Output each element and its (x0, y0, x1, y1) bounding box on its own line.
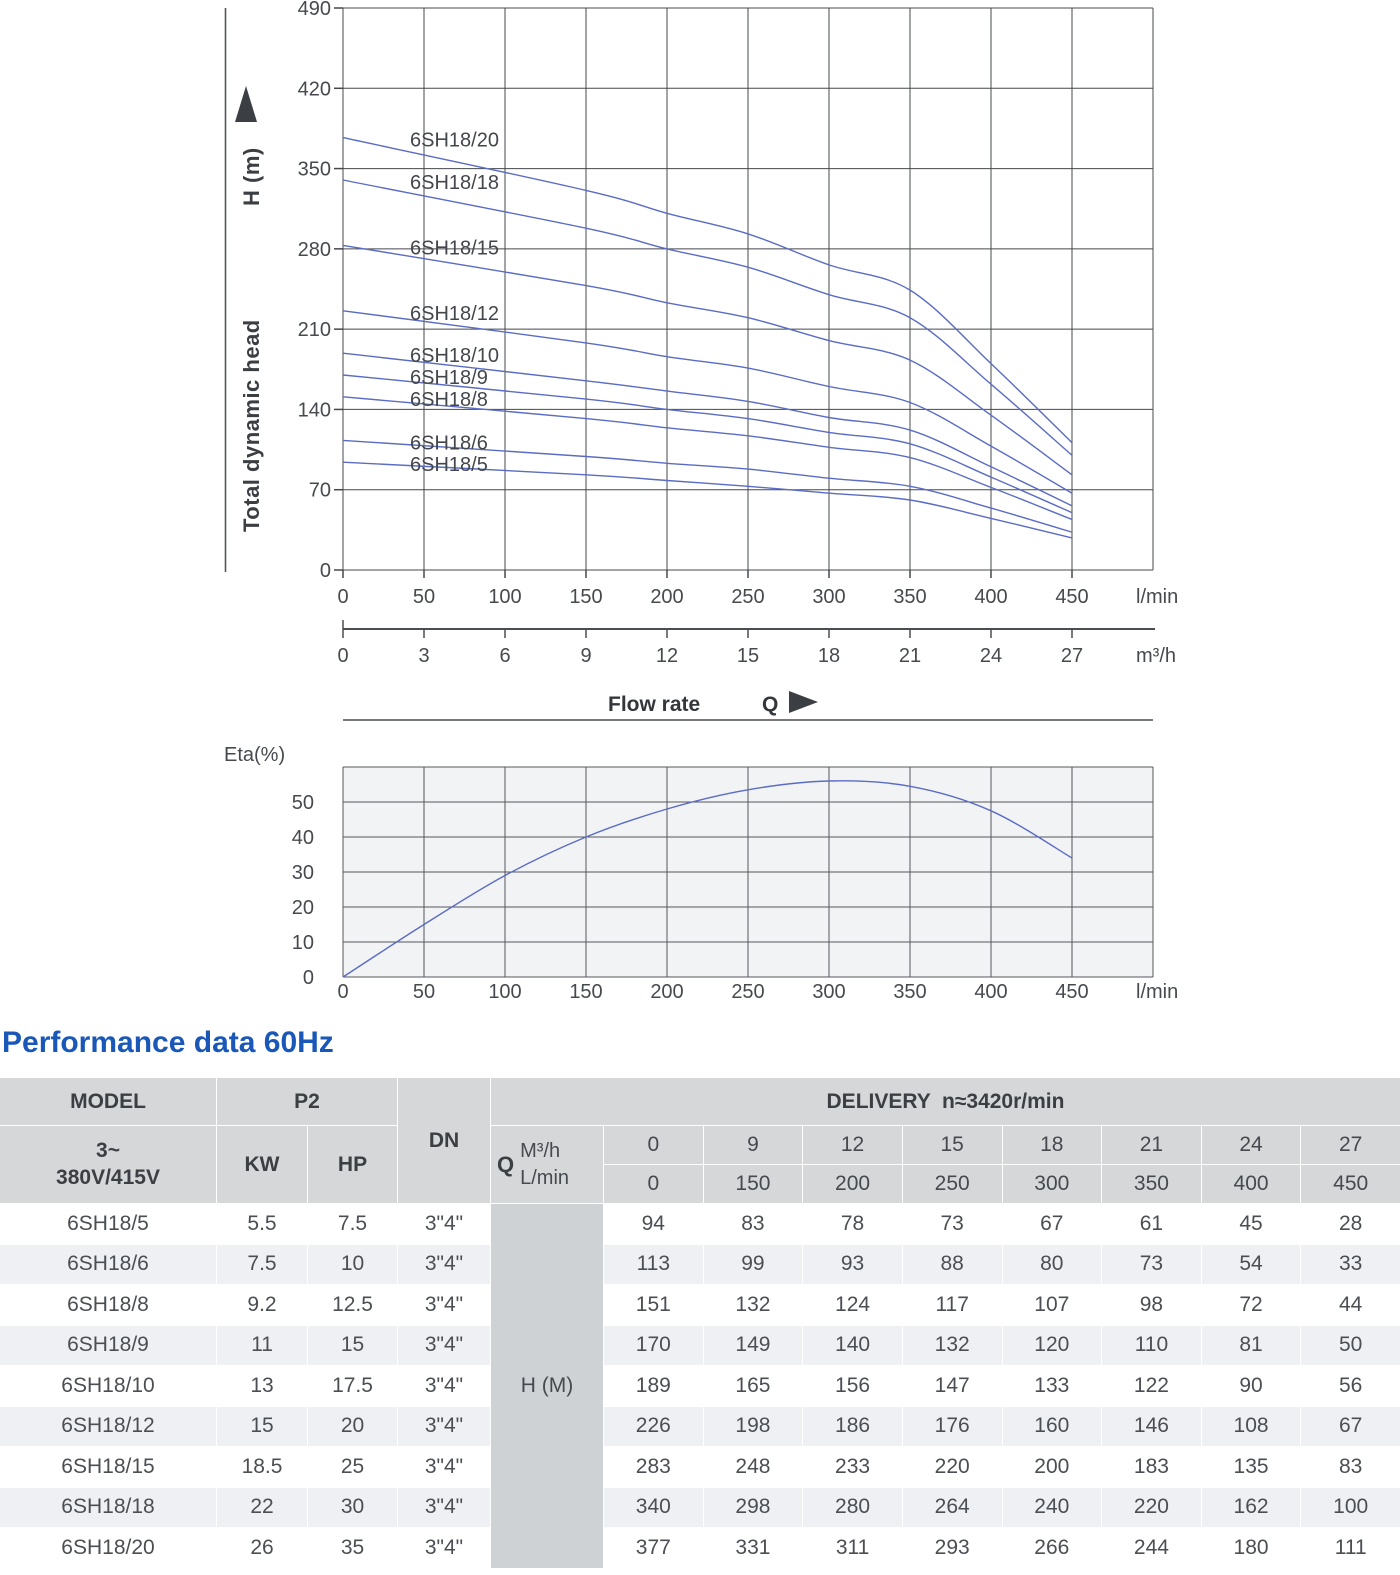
eta-x-tick-label: 350 (893, 981, 927, 1003)
x-unit-m3h: m³/h (1136, 645, 1176, 667)
head-value-cell: 122 (1102, 1366, 1201, 1406)
hp-cell: 12.5 (308, 1285, 397, 1325)
curve-label: 6SH18/12 (410, 302, 499, 325)
model-cell: 6SH18/15 (0, 1447, 216, 1487)
x-tick-label-m3h: 27 (1060, 645, 1084, 667)
q-unit-lmin: L/min (520, 1166, 570, 1189)
kw-cell: 18.5 (217, 1447, 307, 1487)
head-value-cell: 283 (604, 1447, 703, 1487)
x-tick-label-lmin: 200 (650, 586, 684, 608)
head-value-cell: 140 (803, 1326, 902, 1366)
head-value-cell: 107 (1003, 1285, 1102, 1325)
q-lmin-value: 300 (1003, 1165, 1102, 1203)
x-tick-label-lmin: 100 (488, 586, 522, 608)
hp-cell: 17.5 (308, 1366, 397, 1406)
head-value-cell: 377 (604, 1528, 703, 1568)
y-axis-title: Total dynamic head (239, 319, 264, 532)
head-value-cell: 264 (903, 1488, 1002, 1528)
model-cell: 6SH18/9 (0, 1326, 216, 1366)
head-value-cell: 160 (1003, 1407, 1102, 1447)
model-cell: 6SH18/10 (0, 1366, 216, 1406)
head-value-cell: 340 (604, 1488, 703, 1528)
head-value-cell: 248 (704, 1447, 803, 1487)
dn-cell: 3"4" (398, 1407, 490, 1447)
q-lmin-value: 150 (704, 1165, 803, 1203)
dn-cell: 3"4" (398, 1285, 490, 1325)
dn-cell: 3"4" (398, 1488, 490, 1528)
eta-axis-title: Eta(%) (224, 744, 286, 766)
head-value-cell: 99 (704, 1245, 803, 1285)
head-value-cell: 156 (803, 1366, 902, 1406)
x-tick-label-lmin: 150 (569, 586, 603, 608)
head-value-cell: 149 (704, 1326, 803, 1366)
head-value-cell: 78 (803, 1204, 902, 1244)
dn-header: DN (398, 1078, 490, 1203)
head-value-cell: 80 (1003, 1245, 1102, 1285)
hp-cell: 20 (308, 1407, 397, 1447)
x-tick-label-m3h: 3 (418, 645, 430, 667)
q-lmin-value: 0 (604, 1165, 703, 1203)
kw-cell: 15 (217, 1407, 307, 1447)
x-tick-label-m3h: 24 (979, 645, 1003, 667)
head-value-cell: 56 (1301, 1366, 1400, 1406)
x-tick-label-lmin: 0 (337, 586, 349, 608)
head-value-cell: 111 (1301, 1528, 1400, 1568)
head-value-cell: 133 (1003, 1366, 1102, 1406)
x-unit-lmin: l/min (1136, 586, 1179, 608)
x-tick-label-lmin: 400 (974, 586, 1008, 608)
y-tick-label: 350 (297, 158, 331, 181)
head-value-cell: 117 (903, 1285, 1002, 1325)
eta-x-tick-label: 400 (974, 981, 1008, 1003)
eta-tick-label: 40 (291, 827, 314, 849)
x-tick-label-lmin: 450 (1055, 586, 1089, 608)
head-value-cell: 120 (1003, 1326, 1102, 1366)
eta-tick-label: 0 (302, 967, 314, 989)
eta-tick-label: 30 (291, 862, 314, 884)
right-arrow-icon (789, 691, 818, 713)
q-m3h-value: 0 (604, 1126, 703, 1164)
kw-header: KW (217, 1126, 307, 1203)
dn-cell: 3"4" (398, 1326, 490, 1366)
head-value-cell: 244 (1102, 1528, 1201, 1568)
head-value-cell: 146 (1102, 1407, 1201, 1447)
hp-cell: 7.5 (308, 1204, 397, 1244)
head-value-cell: 54 (1202, 1245, 1301, 1285)
curve-label: 6SH18/18 (410, 172, 499, 195)
q-m3h-value: 18 (1003, 1126, 1102, 1164)
curve-label: 6SH18/8 (410, 388, 488, 411)
head-value-cell: 132 (903, 1326, 1002, 1366)
head-value-cell: 165 (704, 1366, 803, 1406)
q-m3h-value: 9 (704, 1126, 803, 1164)
x-axis-symbol: Q (762, 693, 779, 716)
head-value-cell: 220 (903, 1447, 1002, 1487)
dn-cell: 3"4" (398, 1528, 490, 1568)
eta-x-tick-label: 450 (1055, 981, 1089, 1003)
x-tick-label-lmin: 50 (412, 586, 436, 608)
curve-label: 6SH18/10 (410, 345, 499, 368)
x-tick-label-m3h: 21 (898, 645, 922, 667)
head-value-cell: 67 (1003, 1204, 1102, 1244)
kw-cell: 22 (217, 1488, 307, 1528)
eta-x-tick-label: 50 (412, 981, 436, 1003)
p2-header: P2 (217, 1078, 397, 1125)
head-value-cell: 83 (1301, 1447, 1400, 1487)
performance-data-title: Performance data 60Hz (2, 1026, 334, 1059)
kw-cell: 9.2 (217, 1285, 307, 1325)
q-lmin-value: 400 (1202, 1165, 1301, 1203)
head-value-cell: 100 (1301, 1488, 1400, 1528)
head-value-cell: 226 (604, 1407, 703, 1447)
head-value-cell: 176 (903, 1407, 1002, 1447)
head-value-cell: 28 (1301, 1204, 1400, 1244)
head-value-cell: 44 (1301, 1285, 1400, 1325)
head-value-cell: 240 (1003, 1488, 1102, 1528)
head-value-cell: 233 (803, 1447, 902, 1487)
head-value-cell: 293 (903, 1528, 1002, 1568)
head-value-cell: 83 (704, 1204, 803, 1244)
efficiency-chart (0, 735, 1400, 1025)
kw-cell: 7.5 (217, 1245, 307, 1285)
head-value-cell: 183 (1102, 1447, 1201, 1487)
y-tick-label: 420 (297, 78, 331, 101)
q-lmin-value: 450 (1301, 1165, 1400, 1203)
eta-tick-label: 50 (291, 792, 314, 814)
x-tick-label-lmin: 300 (812, 586, 846, 608)
head-value-cell: 93 (803, 1245, 902, 1285)
head-value-cell: 73 (1102, 1245, 1201, 1285)
y-axis-unit-label: H (m) (239, 147, 264, 206)
head-value-cell: 280 (803, 1488, 902, 1528)
eta-x-tick-label: 100 (488, 981, 522, 1003)
flow-units-header (491, 1126, 603, 1203)
eta-x-unit: l/min (1136, 981, 1179, 1003)
y-tick-label: 280 (297, 238, 331, 261)
q-lmin-value: 350 (1102, 1165, 1201, 1203)
head-value-cell: 45 (1202, 1204, 1301, 1244)
q-units (520, 1138, 569, 1192)
head-value-cell: 170 (604, 1326, 703, 1366)
kw-cell: 13 (217, 1366, 307, 1406)
up-arrow-icon (235, 86, 257, 122)
q-lmin-value: 200 (803, 1165, 902, 1203)
q-m3h-value: 15 (903, 1126, 1002, 1164)
curve-label: 6SH18/6 (410, 432, 488, 455)
hp-cell: 10 (308, 1245, 397, 1285)
head-value-cell: 311 (803, 1528, 902, 1568)
x-tick-label-m3h: 15 (736, 645, 760, 667)
kw-cell: 11 (217, 1326, 307, 1366)
x-tick-label-m3h: 18 (817, 645, 841, 667)
head-value-cell: 33 (1301, 1245, 1400, 1285)
x-tick-label-m3h: 9 (580, 645, 592, 667)
x-tick-label-m3h: 12 (655, 645, 679, 667)
head-value-cell: 88 (903, 1245, 1002, 1285)
head-value-cell: 67 (1301, 1407, 1400, 1447)
eta-x-tick-label: 200 (650, 981, 684, 1003)
x-tick-label-lmin: 350 (893, 586, 927, 608)
head-value-cell: 189 (604, 1366, 703, 1406)
eta-x-tick-label: 0 (337, 981, 349, 1003)
model-cell: 6SH18/12 (0, 1407, 216, 1447)
eta-tick-label: 10 (291, 932, 314, 954)
head-value-cell: 110 (1102, 1326, 1201, 1366)
kw-cell: 26 (217, 1528, 307, 1568)
x-tick-label-m3h: 0 (337, 645, 349, 667)
curve-label: 6SH18/9 (410, 367, 488, 390)
head-value-cell: 266 (1003, 1528, 1102, 1568)
x-tick-label-m3h: 6 (499, 645, 511, 667)
q-unit-m3h: M³/h (520, 1139, 561, 1162)
eta-x-tick-label: 300 (812, 981, 846, 1003)
dn-cell: 3"4" (398, 1204, 490, 1244)
curve-label: 6SH18/20 (410, 129, 499, 152)
head-value-cell: 198 (704, 1407, 803, 1447)
head-value-cell: 298 (704, 1488, 803, 1528)
q-lmin-value: 250 (903, 1165, 1002, 1203)
model-cell: 6SH18/5 (0, 1204, 216, 1244)
hp-cell: 35 (308, 1528, 397, 1568)
y-tick-label: 490 (297, 0, 331, 20)
head-value-cell: 135 (1202, 1447, 1301, 1487)
model-cell: 6SH18/18 (0, 1488, 216, 1528)
eta-x-tick-label: 250 (731, 981, 765, 1003)
x-tick-label-lmin: 250 (731, 586, 765, 608)
model-cell: 6SH18/8 (0, 1285, 216, 1325)
head-value-cell: 124 (803, 1285, 902, 1325)
head-value-cell: 331 (704, 1528, 803, 1568)
q-m3h-value: 24 (1202, 1126, 1301, 1164)
head-value-cell: 147 (903, 1366, 1002, 1406)
head-value-cell: 73 (903, 1204, 1002, 1244)
head-value-cell: 98 (1102, 1285, 1201, 1325)
head-value-cell: 220 (1102, 1488, 1201, 1528)
head-value-cell: 94 (604, 1204, 703, 1244)
dn-cell: 3"4" (398, 1366, 490, 1406)
kw-cell: 5.5 (217, 1204, 307, 1244)
head-value-cell: 113 (604, 1245, 703, 1285)
hp-cell: 30 (308, 1488, 397, 1528)
head-value-cell: 180 (1202, 1528, 1301, 1568)
eta-tick-label: 20 (291, 897, 314, 919)
head-value-cell: 162 (1202, 1488, 1301, 1528)
hp-cell: 15 (308, 1326, 397, 1366)
voltage-header (0, 1126, 216, 1203)
curve-label: 6SH18/5 (410, 454, 488, 477)
head-unit-cell: H (M) (491, 1204, 603, 1568)
q-m3h-value: 21 (1102, 1126, 1201, 1164)
head-value-cell: 132 (704, 1285, 803, 1325)
y-tick-label: 210 (297, 319, 331, 342)
q-m3h-value: 12 (803, 1126, 902, 1164)
x-axis-title: Flow rate (608, 693, 701, 716)
head-value-cell: 200 (1003, 1447, 1102, 1487)
head-value-cell: 61 (1102, 1204, 1201, 1244)
hp-header: HP (308, 1126, 397, 1203)
head-value-cell: 108 (1202, 1407, 1301, 1447)
y-tick-label: 0 (319, 560, 331, 582)
head-value-cell: 72 (1202, 1285, 1301, 1325)
voltage-line2: 380V/415V (56, 1165, 160, 1189)
q-symbol: Q (497, 1151, 515, 1177)
model-cell: 6SH18/20 (0, 1528, 216, 1568)
head-value-cell: 151 (604, 1285, 703, 1325)
q-m3h-value: 27 (1301, 1126, 1400, 1164)
head-value-cell: 50 (1301, 1326, 1400, 1366)
dn-cell: 3"4" (398, 1245, 490, 1285)
voltage-line1: 3~ (96, 1139, 120, 1163)
head-value-cell: 90 (1202, 1366, 1301, 1406)
head-value-cell: 81 (1202, 1326, 1301, 1366)
y-tick-label: 140 (297, 399, 331, 422)
head-flow-chart (0, 0, 1400, 735)
model-cell: 6SH18/6 (0, 1245, 216, 1285)
dn-cell: 3"4" (398, 1447, 490, 1487)
performance-table (0, 1078, 1400, 1568)
delivery-header: DELIVERY n≈3420r/min (491, 1078, 1400, 1125)
model-header: MODEL (0, 1078, 216, 1125)
hp-cell: 25 (308, 1447, 397, 1487)
curve-label: 6SH18/15 (410, 237, 499, 260)
y-tick-label: 70 (308, 479, 331, 502)
head-value-cell: 186 (803, 1407, 902, 1447)
eta-x-tick-label: 150 (569, 981, 603, 1003)
